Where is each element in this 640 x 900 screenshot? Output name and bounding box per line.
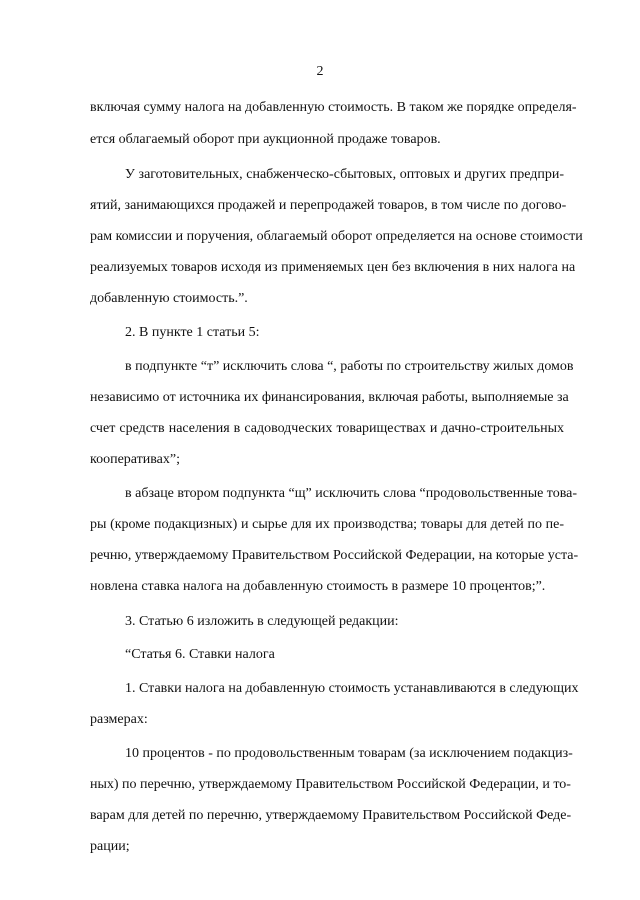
text-line-12: кооперативах”;: [90, 452, 181, 467]
text-line-23: варам для детей по перечню, утверждаемому Правительством Российской Феде-: [90, 808, 572, 823]
text-line-9: в подпункте “т” исключить слова “, работы по строительству жилых домов: [125, 359, 574, 374]
text-line-14: ры (кроме подакцизных) и сырье для их производства; товары для детей по пе-: [90, 517, 564, 532]
text-line-8: 2. В пункте 1 статьи 5:: [125, 325, 260, 340]
text-line-15: речню, утверждаемому Правительством Российской Федерации, на которые уста-: [90, 548, 579, 563]
text-line-21: 10 процентов - по продовольственным товарам (за исключением подакциз-: [125, 746, 573, 761]
text-line-17: 3. Статью 6 изложить в следующей редакции:: [125, 614, 399, 629]
text-line-22: ных) по перечню, утверждаемому Правительством Российской Федерации, и то-: [90, 777, 571, 792]
text-line-16: новлена ставка налога на добавленную стоимость в размере 10 процентов;”.: [90, 579, 546, 594]
text-line-4: ятий, занимающихся продажей и перепродажей товаров, в том числе по догово-: [90, 198, 567, 213]
text-line-20: размерах:: [90, 712, 148, 727]
text-line-1: включая сумму налога на добавленную стоимость. В таком же порядке определя-: [90, 100, 577, 115]
text-line-5: рам комиссии и поручения, облагаемый оборот определяется на основе стоимости: [90, 229, 583, 244]
text-line-3: У заготовительных, снабженческо-сбытовых, оптовых и других предпри-: [125, 167, 564, 182]
text-line-6: реализуемых товаров исходя из применяемых цен без включения в них налога на: [90, 260, 576, 275]
text-line-7: добавленную стоимость.”.: [90, 291, 248, 306]
text-line-11: счет средств населения в садоводческих товариществах и дачно-строительных: [90, 421, 564, 436]
text-line-24: рации;: [90, 839, 130, 854]
page-number: 2: [316, 64, 324, 79]
text-line-10: независимо от источника их финансирования, включая работы, выполняемые за: [90, 390, 569, 405]
text-line-19: 1. Ставки налога на добавленную стоимость устанавливаются в следующих: [125, 681, 579, 696]
text-line-13: в абзаце втором подпункта “щ” исключить слова “продовольственные това-: [125, 486, 578, 501]
text-line-18: “Статья 6. Ставки налога: [125, 647, 275, 662]
text-line-2: ется облагаемый оборот при аукционной продаже товаров.: [90, 132, 441, 147]
